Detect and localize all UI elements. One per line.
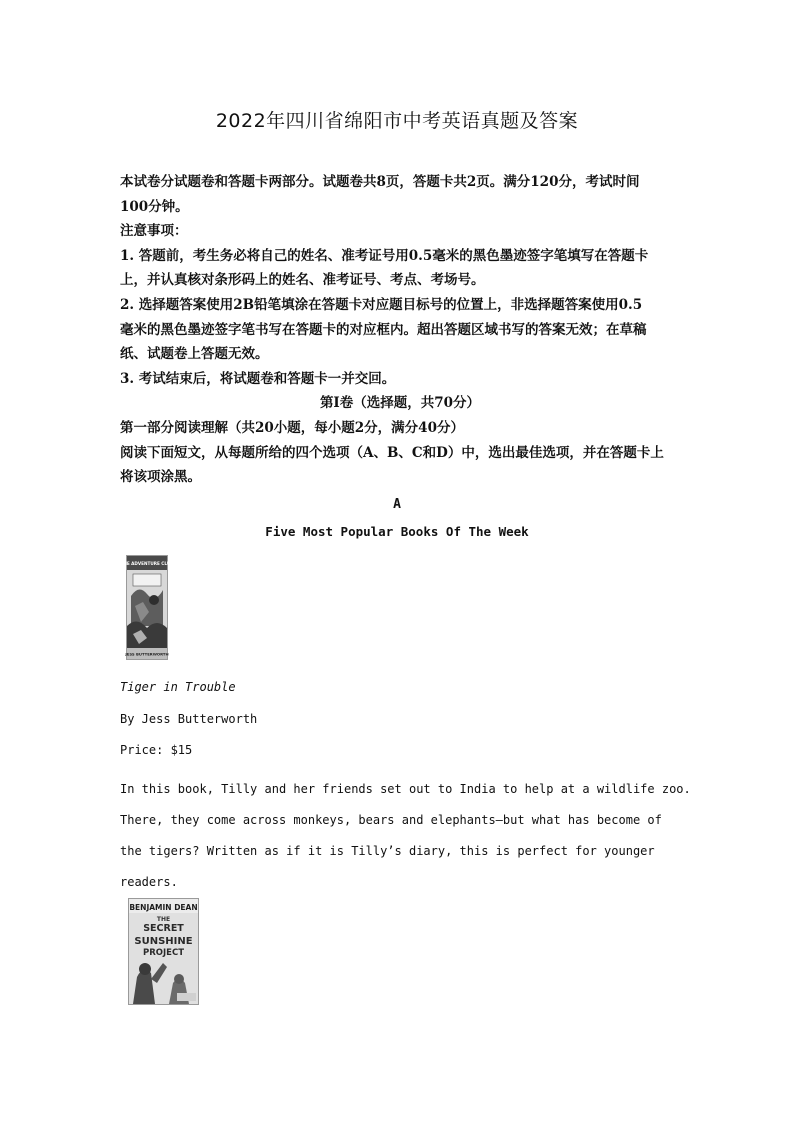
notice-item: 2. 选择题答案使用2B铅笔填涂在答题卡对应题目标号的位置上，非选择题答案使用0.5 [120, 296, 643, 313]
description-line: In this book, Tilly and her friends set out to India to help at a wildlife zoo. [120, 782, 691, 796]
instruction-line: 阅读下面短文，从每题所给的四个选项（A、B、C和D）中，选出最佳选项，并在答题卡上 [120, 444, 664, 461]
notice-item: 1. 答题前，考生务必将自己的姓名、准考证号用0.5毫米的黑色墨迹签字笔填写在答题卡 [120, 247, 649, 264]
exam-instructions [120, 170, 680, 490]
section-letter: A [393, 497, 401, 512]
cover-title-text: PROJECT [142, 948, 185, 958]
notice-item: 3. 考试结束后，将试题卷和答题卡一并交回。 [120, 370, 396, 387]
cover-illustration [120, 556, 174, 659]
notice-item: 纸、试题卷上答题无效。 [120, 346, 269, 363]
section-title: Five Most Popular Books Of The Week [265, 524, 529, 539]
notice-heading: 注意事项： [120, 223, 188, 240]
book-price: Price: $15 [120, 743, 193, 757]
description-line: readers. [120, 875, 178, 889]
notice-item: 上，并认真核对条形码上的姓名、准考证号、考点、考场号。 [120, 272, 485, 289]
cover-title-text: SECRET [143, 923, 184, 934]
volume-heading: 第I卷（选择题，共70分） [319, 395, 481, 412]
cover-illustration [129, 899, 198, 1004]
description-line: the tigers? Written as if it is Tilly’s diary, this is perfect for younger [120, 844, 655, 858]
cover-author-text: JESS BUTTERWORTH [125, 651, 169, 657]
notice-item: 毫米的黑色墨迹签字笔书写在答题卡的对应框内。超出答题区域书写的答案无效；在草稿 [120, 321, 647, 338]
part-heading: 第一部分阅读理解（共20小题，每小题2分，满分40分） [120, 419, 464, 436]
cover-author-text: BENJAMIN DEAN [129, 903, 198, 912]
book-title: Tiger in Trouble [120, 680, 236, 694]
book-description [120, 774, 691, 898]
intro-line: 100分钟。 [120, 198, 189, 215]
book-author: By Jess Butterworth [120, 712, 258, 726]
cover-title-text: SUNSHINE [134, 936, 193, 947]
instruction-line: 将该项涂黑。 [120, 469, 201, 486]
intro-line: 本试卷分试题卷和答题卡两部分。试题卷共8页，答题卡共2页。满分120分，考试时间 [120, 174, 640, 190]
book-cover-tiger-in-trouble [120, 555, 174, 660]
book-cover-secret-sunshine-project [128, 898, 199, 1005]
cover-series-text: THE ADVENTURE CLUB [120, 561, 174, 566]
description-line: There, they come across monkeys, bears and elephants—but what has become of [120, 813, 662, 827]
page-title: 2022年四川省绵阳市中考英语真题及答案 [215, 110, 579, 132]
cover-title-text: THE [156, 916, 171, 923]
